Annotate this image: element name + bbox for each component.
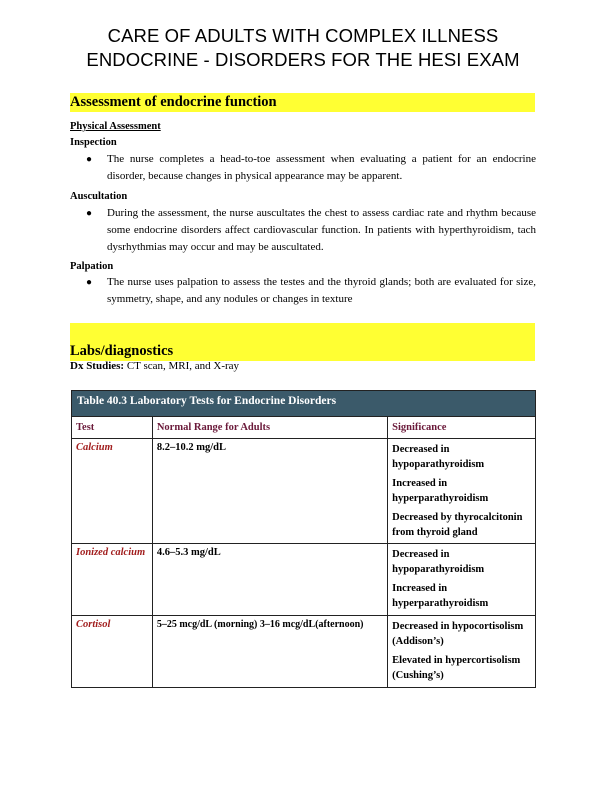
column-header-test: Test — [72, 417, 153, 439]
document-title — [0, 24, 606, 72]
significance-item: Decreased in hypoparathyroidism — [392, 444, 485, 470]
title-line-2: ENDOCRINE - DISORDERS FOR THE HESI EXAM — [86, 49, 520, 70]
column-header-range: Normal Range for Adults — [152, 417, 387, 439]
dx-studies-line — [70, 360, 239, 372]
title-line-1: CARE OF ADULTS WITH COMPLEX ILLNESS — [107, 25, 499, 46]
column-header-significance: Significance — [388, 417, 536, 439]
section-heading-assessment: Assessment of endocrine function — [70, 93, 535, 112]
auscultation-text: During the assessment, the nurse auscultates the chest to assess cardiac rate and rhythm because some endocrine disorders affect cardiovascular function. In patients with hyperthyroidism, tach dysrhythmias may occur and may be auscultated. — [107, 207, 536, 253]
table-row — [72, 544, 536, 616]
significance-item: Increased in hyperparathyroidism — [392, 583, 489, 609]
normal-range: 8.2–10.2 mg/dL — [152, 439, 387, 544]
normal-range: 4.6–5.3 mg/dL — [152, 544, 387, 616]
significance — [388, 439, 536, 544]
labs-heading-text: Labs/diagnostics — [70, 343, 174, 359]
table-caption: Table 40.3 Laboratory Tests for Endocrine Disorders — [72, 391, 536, 417]
palpation-label: Palpation — [70, 261, 114, 272]
dx-studies-text: CT scan, MRI, and X-ray — [124, 360, 240, 372]
auscultation-label: Auscultation — [70, 191, 128, 202]
palpation-bullet — [86, 274, 536, 308]
bullet-icon: ● — [86, 208, 93, 219]
table-header-row — [72, 417, 536, 439]
palpation-text: The nurse uses palpation to assess the testes and the thyroid glands; both are evaluated for size, symmetry, shape, and any nodules or changes in texture — [107, 276, 536, 305]
inspection-text: The nurse completes a head-to-toe assessment when evaluating a patient for an endocrine disorder, because changes in physical appearance may be apparent. — [107, 153, 536, 182]
dx-studies-label: Dx Studies: — [70, 360, 125, 372]
test-name: Calcium — [72, 439, 153, 544]
significance — [388, 616, 536, 688]
test-name: Cortisol — [72, 616, 153, 688]
significance-item: Decreased in hypocortisolism (Addison’s) — [392, 621, 524, 647]
significance-item: Increased in hyperparathyroidism — [392, 478, 489, 504]
physical-assessment-heading: Physical Assessment — [70, 121, 161, 132]
inspection-label: Inspection — [70, 137, 117, 148]
bullet-icon: ● — [86, 154, 93, 165]
test-name: Ionized calcium — [72, 544, 153, 616]
significance-item: Elevated in hypercortisolism (Cushing’s) — [392, 655, 521, 681]
significance-item: Decreased in hypoparathyroidism — [392, 549, 485, 575]
table-row — [72, 616, 536, 688]
table-row — [72, 439, 536, 544]
normal-range: 5–25 mcg/dL (morning) 3–16 mcg/dL(afternoon) — [152, 616, 387, 688]
section-heading-labs — [70, 323, 535, 361]
significance-item: Decreased by thyrocalcitonin from thyroid gland — [392, 512, 523, 538]
auscultation-bullet — [86, 205, 536, 256]
significance — [388, 544, 536, 616]
inspection-bullet — [86, 151, 536, 185]
lab-tests-table — [71, 390, 536, 688]
bullet-icon: ● — [86, 277, 93, 288]
